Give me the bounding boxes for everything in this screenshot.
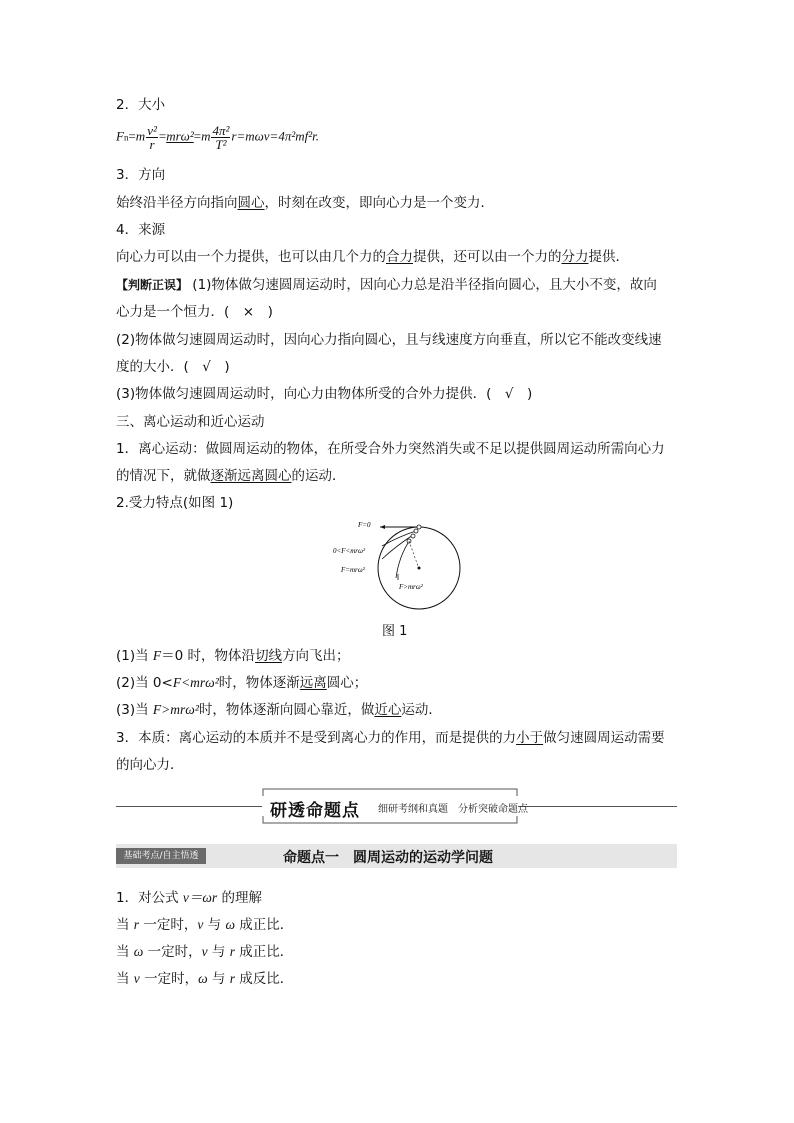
variable: F <box>152 648 162 663</box>
text: 当 <box>116 917 134 933</box>
variable: ω <box>198 971 208 986</box>
topic-tag: 基础考点/自主悟透 <box>116 848 206 864</box>
variable: v <box>133 971 140 986</box>
label-f-range: 0<F<mrω² <box>333 547 366 555</box>
banner-rule-left <box>116 806 262 807</box>
text: 成正比． <box>235 944 294 960</box>
source-text <box>116 247 629 267</box>
text: (1)当 <box>116 648 153 664</box>
part-3-heading: 三、离心运动和近心运动 <box>116 414 265 430</box>
text: 始终沿半径方向指向 <box>116 195 238 211</box>
text: 提供，还可以由一个力的 <box>413 249 562 265</box>
variable: ω <box>225 917 235 932</box>
variable: v <box>197 917 204 932</box>
circular-motion-diagram <box>330 516 470 612</box>
formula-subscript: n <box>123 132 129 143</box>
variable: ω <box>133 944 144 959</box>
text: 时，物体逐渐向圆心靠近，做 <box>198 702 375 718</box>
text: 的情况下，就做 <box>116 468 211 484</box>
label-f-greater: F>mrω² <box>399 583 423 591</box>
text: 3．本质：离心运动的本质并不是受到离心力的作用，而是提供的力 <box>116 730 517 746</box>
formula-tail: r=mωv=4π²mf²r. <box>231 128 320 144</box>
banner-subtitle: 细研考纲和真题 分析突破命题点 <box>378 804 528 815</box>
path-circular <box>382 535 413 559</box>
text: 当 <box>116 971 134 987</box>
underlined-answer: 合力 <box>386 249 413 265</box>
text: 1．对公式 <box>116 890 183 906</box>
judge-line-1 <box>116 275 657 295</box>
label-f-zero: F=0 <box>358 521 371 529</box>
formula-eq3: = <box>193 128 202 144</box>
text: ＝0 时，物体沿 <box>161 648 256 664</box>
case-1 <box>116 646 350 666</box>
text: 时，物体逐渐 <box>218 675 300 691</box>
label-f-equal: F=mrω² <box>341 566 365 574</box>
formula-m2: m <box>201 128 211 144</box>
direction-text <box>116 193 494 213</box>
text: 圆心； <box>326 675 368 691</box>
object-top <box>417 525 421 529</box>
center-dot <box>418 567 421 570</box>
formula: v＝ωr <box>182 890 218 905</box>
formula-eq2: = <box>158 128 167 144</box>
fraction-4pi2-T2 <box>211 124 230 151</box>
text: 的理解 <box>217 890 262 906</box>
judge-tag: 【判断正误】 <box>116 278 189 292</box>
text: (2)当 0< <box>116 675 173 691</box>
object-3 <box>411 534 415 538</box>
judge-line-2: 心力是一个恒力．( × ) <box>116 304 273 320</box>
text: 与 <box>207 944 230 960</box>
text: 成正比． <box>235 917 294 933</box>
section-2-heading: 2．大小 <box>116 97 166 113</box>
case-2 <box>116 673 367 693</box>
figure-caption: 图 1 <box>382 624 408 639</box>
text: 提供． <box>588 249 629 265</box>
essence-line-2: 的向心力． <box>116 757 184 773</box>
text: 方向飞出； <box>282 648 350 664</box>
fraction-v2-r <box>146 124 158 151</box>
text: 一定时， <box>139 917 198 933</box>
path-outward <box>382 531 416 546</box>
judge-line-3: (2)物体做匀速圆周运动时，因向心力指向圆心，且与线速度方向垂直，所以它不能改变线速 <box>116 332 662 348</box>
judge-line-5: (3)物体做匀速圆周运动时，向心力由物体所受的合外力提供．( √ ) <box>116 386 533 402</box>
formula-understanding-heading <box>116 888 262 908</box>
text: 一定时， <box>139 971 199 987</box>
variable: r <box>229 971 235 986</box>
text: 的运动． <box>291 468 346 484</box>
case-3 <box>116 700 442 720</box>
underlined-answer: 分力 <box>561 249 589 265</box>
underlined-answer: 逐渐远离圆心 <box>210 468 292 484</box>
formula-F: F <box>116 128 124 144</box>
fraction-4pi2-denominator: T² <box>215 137 227 152</box>
underlined-answer: 小于 <box>516 730 544 746</box>
underlined-answer: 圆心 <box>237 195 265 211</box>
variable: v <box>201 944 208 959</box>
text: 与 <box>207 971 230 987</box>
fraction-4pi2-numerator: 4π² <box>212 123 230 138</box>
text: (1)物体做匀速圆周运动时，因向心力总是沿半径指向圆心，且大小不变，故向 <box>188 277 657 293</box>
underlined-answer: 远离 <box>299 675 327 691</box>
judge-line-4: 度的大小．( √ ) <box>116 359 230 375</box>
variable: F<mrω² <box>172 675 219 690</box>
tangent-arrowhead <box>380 525 385 529</box>
text: 一定时， <box>143 944 202 960</box>
formula-mrw2: mrω² <box>166 128 194 144</box>
fraction-v2-denominator: r <box>149 137 155 152</box>
section-4-heading: 4．来源 <box>116 222 166 238</box>
variable: r <box>229 944 235 959</box>
text: 做匀速圆周运动需要 <box>543 730 665 746</box>
topic-title: 命题点一 圆周运动的运动学问题 <box>283 850 493 866</box>
force-features-heading: 2.受力特点(如图 1) <box>116 495 234 511</box>
formula-eq1: = <box>128 128 136 144</box>
text: 当 <box>116 944 134 960</box>
relation-2 <box>116 942 293 962</box>
force-formula <box>116 124 319 160</box>
text: 运动． <box>401 702 442 718</box>
text: 成反比． <box>235 971 294 987</box>
text: 与 <box>203 917 226 933</box>
banner-title: 研透命题点 <box>270 801 360 821</box>
essence-line-1 <box>116 728 665 748</box>
relation-3 <box>116 969 293 989</box>
variable: F>mrω² <box>152 702 199 717</box>
underlined-answer: 切线 <box>255 648 283 664</box>
object-2 <box>414 529 418 533</box>
text: (3)当 <box>116 702 153 718</box>
variable: r <box>133 917 140 932</box>
section-3-heading: 3．方向 <box>116 167 166 183</box>
fraction-v2-numerator: v² <box>147 123 157 138</box>
text: ，时刻在改变，即向心力是一个变力． <box>264 195 494 211</box>
relation-1 <box>116 915 293 935</box>
underlined-answer: 近心 <box>374 702 402 718</box>
formula-m1: m <box>135 128 146 144</box>
banner-rule-right <box>518 806 677 807</box>
centrifugal-def-line-1: 1．离心运动：做圆周运动的物体，在所受合外力突然消失或不足以提供圆周运动所需向心力 <box>116 441 665 457</box>
text: 向心力可以由一个力提供，也可以由几个力的 <box>116 249 386 265</box>
centrifugal-def-line-2 <box>116 466 346 486</box>
radius-dashed <box>409 541 418 566</box>
